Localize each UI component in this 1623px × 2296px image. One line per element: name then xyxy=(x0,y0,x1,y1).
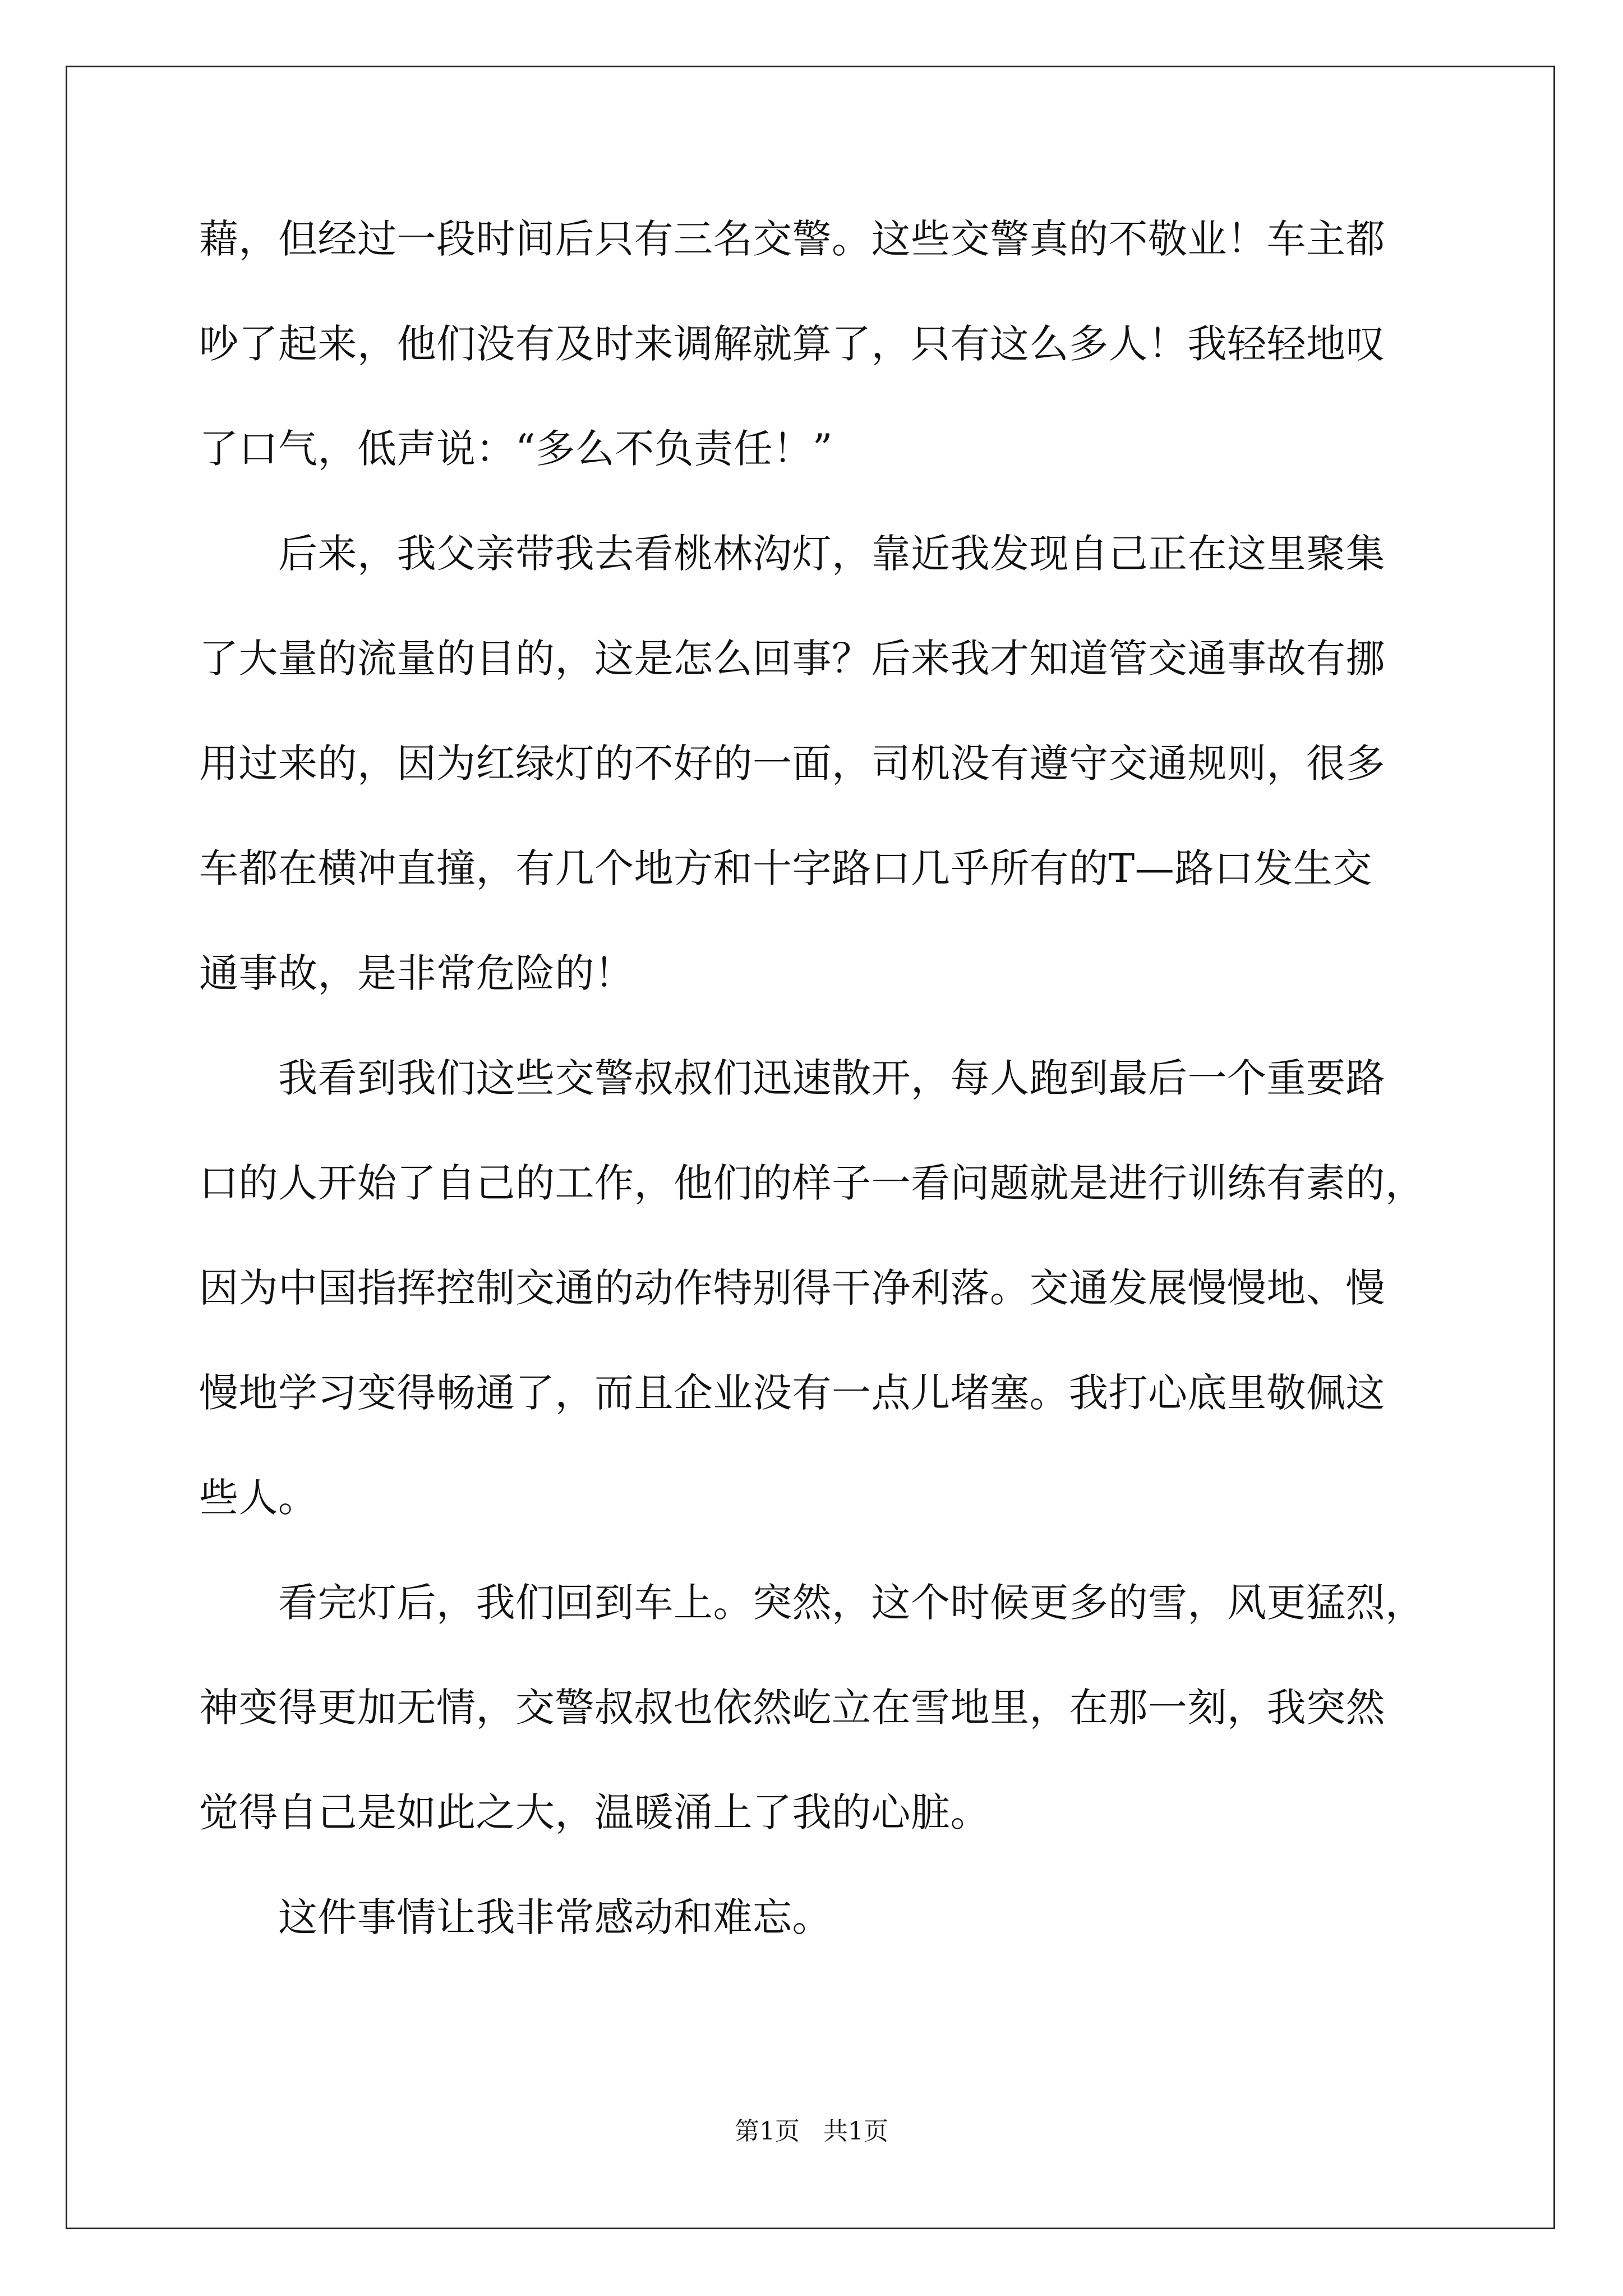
document-body xyxy=(199,213,1427,1943)
text-line: 些人。 xyxy=(199,1475,318,1521)
text-line: 看完灯后，我们回到车上。突然，这个时候更多的雪，风更猛烈， xyxy=(199,1580,1425,1626)
text-line: 藉，但经过一段时间后只有三名交警。这些交警真的不敬业！车主都 xyxy=(199,216,1385,262)
text-line: 口的人开始了自己的工作，他们的样子一看问题就是进行训练有素的， xyxy=(199,1160,1425,1206)
text-line: 吵了起来，他们没有及时来调解就算了，只有这么多人！我轻轻地叹 xyxy=(199,321,1385,367)
text-line: 慢地学习变得畅通了，而且企业没有一点儿堵塞。我打心底里敬佩这 xyxy=(199,1370,1385,1416)
text-line: 车都在横冲直撞，有几个地方和十字路口几乎所有的T—路口发生交 xyxy=(199,845,1372,891)
text-line: 了大量的流量的目的，这是怎么回事？后来我才知道管交通事故有挪 xyxy=(199,636,1385,682)
text-line: 通事故，是非常危险的！ xyxy=(199,950,634,996)
text-line: 觉得自己是如此之大，温暖涌上了我的心脏。 xyxy=(199,1789,990,1835)
text-line: 后来，我父亲带我去看桃林沟灯，靠近我发现自己正在这里聚集 xyxy=(199,531,1385,577)
text-line: 因为中国指挥控制交通的动作特别得干净利落。交通发展慢慢地、慢 xyxy=(199,1265,1385,1311)
text-line: 用过来的，因为红绿灯的不好的一面，司机没有遵守交通规则，很多 xyxy=(199,740,1385,786)
page-footer xyxy=(0,2115,1623,2148)
page-number: 第1页 xyxy=(735,2117,800,2146)
text-line: 这件事情让我非常感动和难忘。 xyxy=(199,1894,832,1940)
text-line: 了口气，低声说：“多么不负责任！” xyxy=(199,426,833,472)
text-line: 我看到我们这些交警叔叔们迅速散开，每人跑到最后一个重要路 xyxy=(199,1055,1385,1101)
text-line: 神变得更加无情，交警叔叔也依然屹立在雪地里，在那一刻，我突然 xyxy=(199,1685,1385,1731)
page-total: 共1页 xyxy=(823,2117,888,2146)
